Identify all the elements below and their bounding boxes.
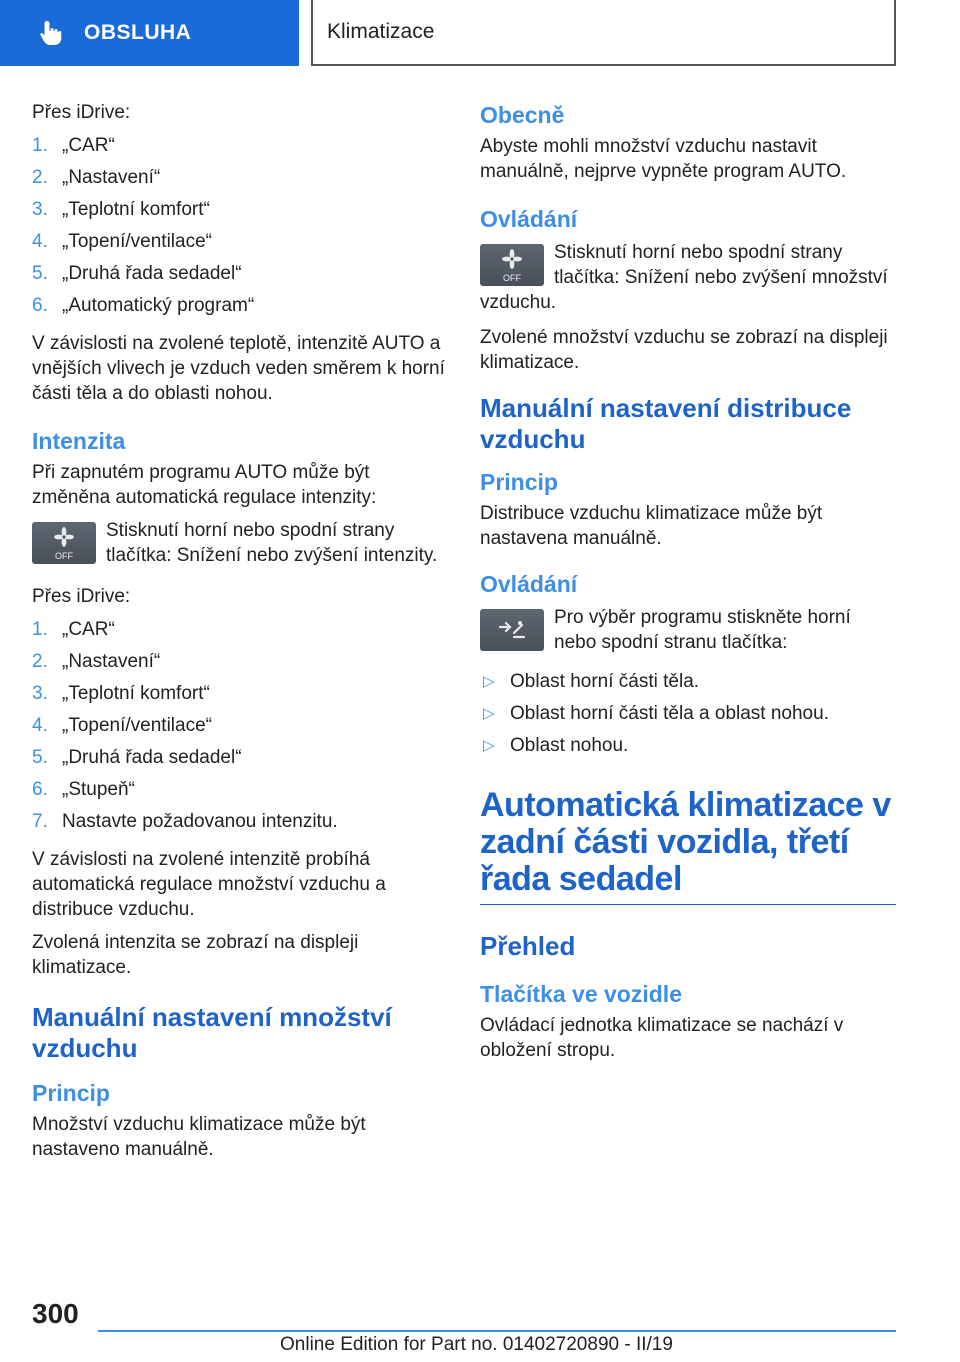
page-number: 300	[32, 1298, 79, 1329]
list-item: 6. „Stupeň“	[32, 779, 135, 800]
list-item: 2. „Nastavení“	[32, 651, 161, 672]
right-column	[480, 100, 896, 1071]
list-item: 1. „CAR“	[32, 135, 115, 156]
icon-instruction	[480, 240, 896, 315]
heading-tlacitka: Tlačítka ve vozidle	[480, 981, 682, 1007]
chapter-title: Klimatizace	[311, 0, 896, 66]
triangle-bullet-icon: ▷	[483, 705, 495, 722]
paragraph: V závislosti na zvolené teplotě, intenzitě AUTO a vnějších vlivech je vzduch veden směrem k horní části těla a do oblasti nohou.	[32, 333, 445, 404]
heading-auto-klima: Automatická klimatizace v zadní části vozidla, třetí řada sedadel	[480, 787, 896, 905]
steps-list-2	[32, 617, 452, 841]
svg-text:OFF: OFF	[503, 273, 521, 283]
list-item: 1. „CAR“	[32, 619, 115, 640]
distribution-options	[480, 669, 896, 765]
list-item: 4. „Topení/ventilace“	[32, 231, 212, 252]
paragraph: Zvolená intenzita se zobrazí na displeji klimatizace.	[32, 932, 359, 978]
paragraph: Ovládací jednotka klimatizace se nachází v obložení stropu.	[480, 1015, 844, 1061]
hand-pointer-icon	[36, 18, 66, 48]
section-tab	[0, 0, 299, 66]
heading-obecne: Obecně	[480, 102, 565, 128]
triangle-bullet-icon: ▷	[483, 737, 495, 754]
paragraph: Při zapnutém programu AUTO může být změněna automatická regulace intenzity:	[32, 462, 377, 508]
edition-text: Online Edition for Part no. 01402720890 - II/19	[280, 1334, 673, 1355]
list-item: 5. „Druhá řada sedadel“	[32, 747, 242, 768]
list-item: 3. „Teplotní komfort“	[32, 683, 210, 704]
left-column	[32, 100, 452, 1170]
paragraph: Distribuce vzduchu klimatizace může být nastavena manuálně.	[480, 503, 823, 549]
section-label: OBSLUHA	[84, 21, 192, 44]
list-item: 2. „Nastavení“	[32, 167, 161, 188]
list-item: 3. „Teplotní komfort“	[32, 199, 210, 220]
list-item: ▷ Oblast horní části těla.	[480, 669, 896, 701]
footer-divider	[98, 1330, 896, 1332]
heading-princip: Princip	[32, 1080, 110, 1106]
svg-text:OFF: OFF	[55, 551, 73, 561]
page-header	[0, 0, 960, 66]
list-item: 4. „Topení/ventilace“	[32, 715, 212, 736]
list-item: ▷ Oblast nohou.	[480, 733, 896, 765]
air-distribution-button-icon	[480, 609, 544, 651]
steps-list-1	[32, 133, 452, 325]
list-item: 5. „Druhá řada sedadel“	[32, 263, 242, 284]
paragraph: Přes iDrive:	[32, 586, 131, 607]
paragraph: Zvolené množství vzduchu se zobrazí na displeji klimatizace.	[480, 327, 888, 373]
icon-text: Stisknutí horní nebo spodní strany tlačítka: Snížení nebo zvýšení intenzity.	[106, 520, 438, 566]
icon-text: Stisknutí horní nebo spodní strany tlačítka: Snížení nebo zvýšení množství vzduchu.	[480, 242, 888, 313]
icon-instruction	[32, 518, 452, 568]
paragraph: Přes iDrive:	[32, 102, 131, 123]
heading-manual-distribuce: Manuální nastavení distribuce vzduchu	[480, 393, 852, 454]
list-item: 7. Nastavte požadovanou intenzitu.	[32, 811, 338, 832]
fan-off-button-icon	[480, 244, 544, 286]
paragraph: Abyste mohli množství vzduchu nastavit manuálně, nejprve vypněte program AUTO.	[480, 136, 847, 182]
icon-text: Pro výběr programu stiskněte horní nebo spodní stranu tlačítka:	[554, 607, 851, 653]
heading-intenzita: Intenzita	[32, 428, 126, 454]
paragraph: Množství vzduchu klimatizace může být nastaveno manuálně.	[32, 1114, 366, 1160]
triangle-bullet-icon: ▷	[483, 673, 495, 690]
heading-ovladani-1: Ovládání	[480, 206, 578, 232]
list-item: 6. „Automatický program“	[32, 295, 255, 316]
fan-off-button-icon	[32, 522, 96, 564]
heading-ovladani-2: Ovládání	[480, 571, 578, 597]
list-item: ▷ Oblast horní části těla a oblast nohou.	[480, 701, 896, 733]
icon-instruction	[480, 605, 896, 655]
heading-manual-mnozstvi: Manuální nastavení množství vzduchu	[32, 1002, 392, 1063]
heading-prehled: Přehled	[480, 931, 576, 961]
heading-princip: Princip	[480, 469, 558, 495]
paragraph: V závislosti na zvolené intenzitě probíhá automatická regulace množství vzduchu a distribuce vzduchu.	[32, 849, 386, 920]
